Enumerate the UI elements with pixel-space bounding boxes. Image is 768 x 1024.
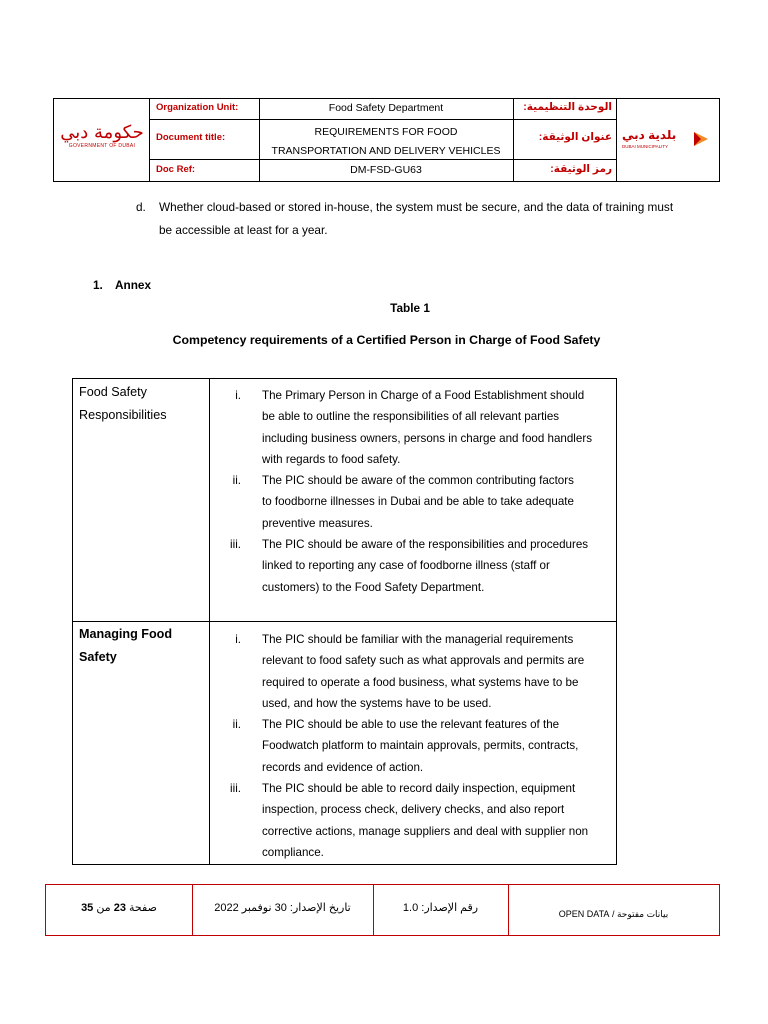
dubai-municipality-logo	[622, 125, 716, 155]
list-item-line: The Primary Person in Charge of a Food Establishment should	[262, 389, 585, 402]
item-d-line1: Whether cloud-based or stored in-house, the system must be secure, and the data of training must	[159, 200, 674, 214]
item-d-text	[159, 196, 719, 242]
doc-ref-label: Doc Ref:	[156, 164, 196, 175]
list-item-line: records and evidence of action.	[262, 760, 424, 774]
row-title-managing-food-safety	[79, 623, 172, 668]
doc-title-ar-label: عنوان الوثيقة:	[538, 131, 612, 143]
row-title-line: Safety	[79, 649, 117, 664]
document-header	[53, 98, 720, 182]
logo-ar-text: بلدية دبي	[622, 128, 677, 142]
page-total: 35	[81, 902, 94, 914]
list-item-line: required to operate a food business, what systems have to be	[262, 675, 579, 689]
list-item-line: be able to outline the responsibilities of all relevant parties	[262, 410, 560, 424]
list-item-line: used, and how the systems have to be used.	[262, 696, 492, 710]
doc-ref-ar-label: رمز الوثيقة:	[550, 163, 612, 175]
table-label: Table 1	[390, 301, 430, 315]
row-title-food-safety-responsibilities	[79, 381, 167, 426]
list-item-line: linked to reporting any case of foodborne illness (staff or	[262, 559, 550, 573]
row-title-line: Managing Food	[79, 627, 173, 641]
logo-en-text: DUBAI MUNICIPALITY	[622, 144, 669, 149]
list-item	[262, 470, 602, 534]
doc-title-line1: REQUIREMENTS FOR FOOD	[314, 126, 458, 138]
page-current: 23	[113, 902, 126, 914]
list-item-line: compliance.	[262, 845, 324, 859]
list-item-line: The PIC should be able to use the relevant features of the	[262, 718, 560, 731]
item-number: iii.	[230, 538, 241, 551]
page-number	[46, 901, 192, 914]
org-unit-value: Food Safety Department	[328, 102, 444, 114]
list-item-line: preventive measures.	[262, 516, 373, 530]
item-number: i.	[235, 389, 241, 402]
list-item	[262, 778, 602, 863]
annex-marker: 1.	[93, 278, 103, 292]
competency-table	[72, 378, 617, 865]
issue-date: تاريخ الإصدار: 30 نوفمبر 2022	[214, 902, 351, 914]
list-item-line: with regards to food safety.	[262, 452, 401, 466]
list-item-line: relevant to food safety such as what approvals and permits are	[262, 654, 585, 668]
doc-title-line2: TRANSPORTATION AND DELIVERY VEHICLES	[271, 145, 501, 157]
list-item-line: The PIC should be aware of the common contributing factors	[262, 474, 574, 487]
list-item-line: to foodborne illnesses in Dubai and be able to take adequate	[262, 495, 574, 509]
doc-title-value	[259, 123, 513, 161]
doc-title-label: Document title:	[156, 132, 226, 143]
data-classification: بيانات مفتوحة / OPEN DATA	[558, 909, 669, 919]
table-title: Competency requirements of a Certified Person in Charge of Food Safety	[172, 333, 601, 347]
list-marker-d: d.	[136, 200, 146, 214]
list-item-line: including business owners, persons in charge and food handlers	[262, 431, 592, 445]
item-number: i.	[235, 633, 241, 646]
logo-en-text: GOVERNMENT OF DUBAI	[68, 143, 136, 149]
municipality-emblem-icon	[690, 128, 712, 150]
government-of-dubai-logo	[60, 123, 144, 157]
list-item	[262, 385, 602, 470]
row-title-line: Responsibilities	[79, 407, 167, 422]
list-item-line: The PIC should be able to record daily inspection, equipment	[262, 782, 576, 795]
list-item	[262, 629, 602, 714]
page-word: صفحة	[129, 902, 157, 914]
version-number: رقم الإصدار: 1.0	[402, 902, 479, 914]
list-item-line: The PIC should be aware of the responsibilities and procedures	[262, 538, 589, 551]
list-item-line: The PIC should be familiar with the managerial requirements	[262, 633, 574, 646]
list-item-line: Foodwatch platform to maintain approvals, permits, contracts,	[262, 739, 579, 753]
item-number: ii.	[232, 474, 241, 487]
row-title-line: Food Safety	[79, 385, 147, 399]
doc-ref-value: DM-FSD-GU63	[350, 164, 422, 176]
page-footer	[45, 884, 720, 936]
logo-ar-text: حكومة دبي	[60, 122, 144, 143]
item-d-line2: be accessible at least for a year.	[159, 223, 328, 237]
org-unit-ar-label: الوحدة التنظيمية:	[523, 101, 612, 113]
list-item-line: inspection, process check, delivery checks, and also report	[262, 803, 565, 817]
org-unit-label: Organization Unit:	[156, 102, 239, 113]
annex-heading: Annex	[115, 278, 152, 292]
list-item-line: customers) to the Food Safety Department.	[262, 580, 485, 594]
item-number: ii.	[232, 718, 241, 731]
list-item	[262, 714, 602, 778]
list-item-line: corrective actions, manage suppliers and deal with supplier non	[262, 824, 589, 838]
page-of: من	[96, 902, 111, 914]
item-number: iii.	[230, 782, 241, 795]
list-item	[262, 534, 602, 598]
